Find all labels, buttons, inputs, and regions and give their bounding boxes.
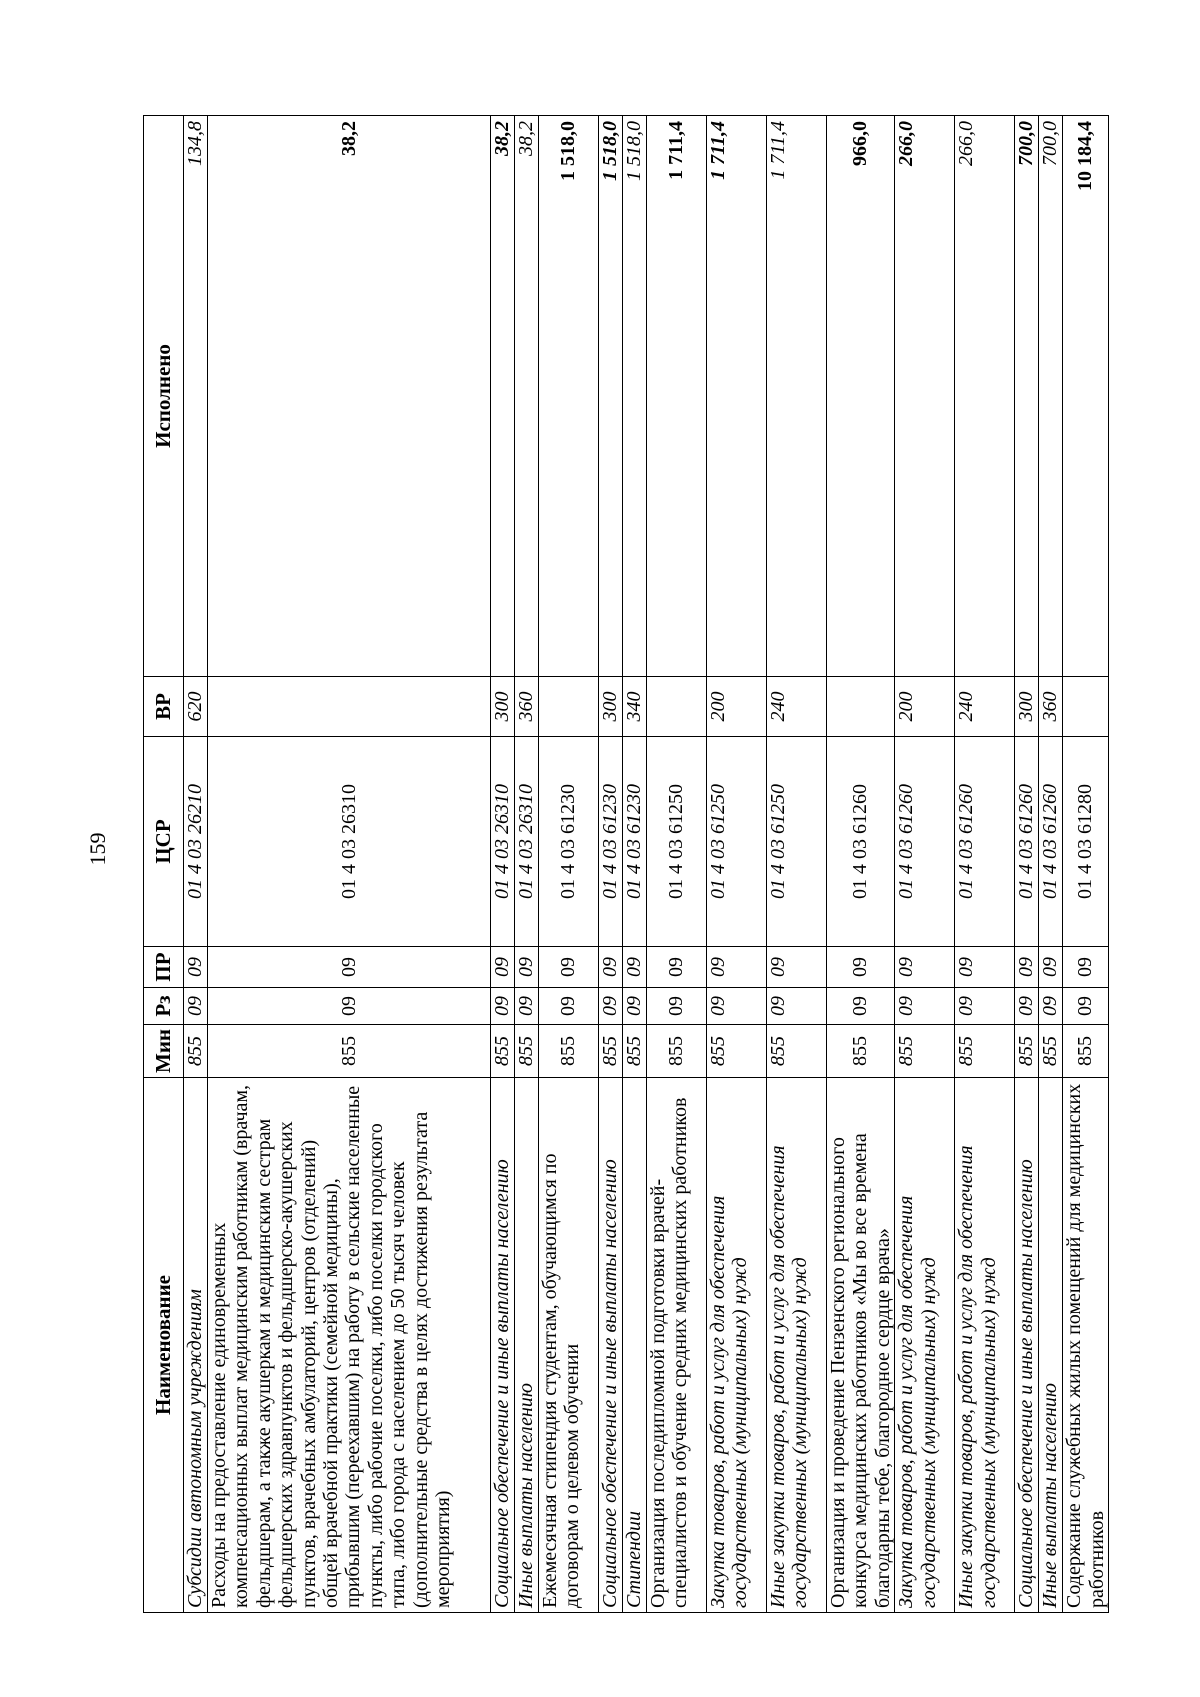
header-csr: ЦСР [144,737,184,947]
cell-vr: 300 [1015,677,1039,737]
cell-pr: 09 [707,947,767,988]
cell-rz: 09 [895,988,955,1025]
table-header-row [144,116,184,1613]
cell-isp: 700,0 [1015,116,1039,677]
cell-vr: 620 [184,677,208,737]
cell-vr: 360 [515,677,539,737]
cell-name: Социальное обеспечение и иные выплаты населению [599,1078,623,1613]
cell-name: Закупка товаров, работ и услуг для обеспечения государственных (муниципальных) нужд [707,1078,767,1613]
header-pr: ПР [144,947,184,988]
cell-isp: 1 711,4 [707,116,767,677]
cell-csr: 01 4 03 61280 [1063,737,1109,947]
cell-rz: 09 [208,988,491,1025]
cell-pr: 09 [491,947,515,988]
cell-rz: 09 [599,988,623,1025]
cell-min: 855 [707,1025,767,1078]
cell-name: Иные закупки товаров, работ и услуг для обеспечения государственных (муниципальных) нужд [767,1078,827,1613]
cell-csr: 01 4 03 26310 [208,737,491,947]
table-row [895,116,955,1613]
cell-pr: 09 [1039,947,1063,988]
page-number: 159 [85,832,110,866]
table-row [1039,116,1063,1613]
cell-rz: 09 [767,988,827,1025]
cell-csr: 01 4 03 61230 [599,737,623,947]
cell-name: Закупка товаров, работ и услуг для обеспечения государственных (муниципальных) нужд [895,1078,955,1613]
cell-min: 855 [623,1025,647,1078]
cell-isp: 266,0 [955,116,1015,677]
cell-csr: 01 4 03 61230 [623,737,647,947]
cell-name: Организация и проведение Пензенского регионального конкурса медицинских работников «Мы во все времена благодарны тебе, благородное сердце врача» [827,1078,895,1613]
cell-isp: 700,0 [1039,116,1063,677]
cell-pr: 09 [1015,947,1039,988]
cell-rz: 09 [515,988,539,1025]
cell-isp: 1 711,4 [647,116,707,677]
cell-min: 855 [1015,1025,1039,1078]
table-row [491,116,515,1613]
cell-min: 855 [515,1025,539,1078]
cell-vr: 200 [895,677,955,737]
cell-csr: 01 4 03 61260 [827,737,895,947]
cell-csr: 01 4 03 61250 [767,737,827,947]
cell-name: Социальное обеспечение и иные выплаты населению [1015,1078,1039,1613]
cell-pr: 09 [767,947,827,988]
cell-min: 855 [184,1025,208,1078]
cell-name: Стипендии [623,1078,647,1613]
cell-vr [208,677,491,737]
cell-name: Иные выплаты населению [1039,1078,1063,1613]
budget-table [143,115,1109,1613]
cell-min: 855 [208,1025,491,1078]
table-row [827,116,895,1613]
cell-rz: 09 [647,988,707,1025]
table-row [1063,116,1109,1613]
cell-csr: 01 4 03 26310 [515,737,539,947]
table-row [599,116,623,1613]
cell-csr: 01 4 03 26210 [184,737,208,947]
header-vr: ВР [144,677,184,737]
cell-rz: 09 [1015,988,1039,1025]
cell-csr: 01 4 03 61230 [539,737,599,947]
cell-pr: 09 [623,947,647,988]
cell-min: 855 [599,1025,623,1078]
cell-pr: 09 [208,947,491,988]
cell-name: Организация последипломной подготовки врачей-специалистов и обучение средних медицинских работников [647,1078,707,1613]
cell-vr [1063,677,1109,737]
cell-vr [539,677,599,737]
cell-isp: 1 518,0 [599,116,623,677]
cell-rz: 09 [184,988,208,1025]
table-row [647,116,707,1613]
cell-csr: 01 4 03 61260 [895,737,955,947]
cell-isp: 1 518,0 [539,116,599,677]
cell-rz: 09 [1039,988,1063,1025]
cell-min: 855 [647,1025,707,1078]
cell-rz: 09 [955,988,1015,1025]
cell-pr: 09 [827,947,895,988]
cell-csr: 01 4 03 61250 [707,737,767,947]
table-row [539,116,599,1613]
cell-isp: 38,2 [208,116,491,677]
cell-pr: 09 [599,947,623,988]
cell-name: Иные закупки товаров, работ и услуг для обеспечения государственных (муниципальных) нужд [955,1078,1015,1613]
cell-name: Социальное обеспечение и иные выплаты населению [491,1078,515,1613]
cell-pr: 09 [1063,947,1109,988]
cell-isp: 38,2 [491,116,515,677]
cell-isp: 966,0 [827,116,895,677]
cell-isp: 266,0 [895,116,955,677]
cell-isp: 38,2 [515,116,539,677]
cell-min: 855 [955,1025,1015,1078]
cell-csr: 01 4 03 61260 [955,737,1015,947]
header-name: Наименование [144,1078,184,1613]
cell-rz: 09 [491,988,515,1025]
cell-min: 855 [827,1025,895,1078]
cell-min: 855 [767,1025,827,1078]
cell-name: Субсидии автономным учреждениям [184,1078,208,1613]
cell-vr: 200 [707,677,767,737]
cell-name: Иные выплаты населению [515,1078,539,1613]
cell-vr [647,677,707,737]
header-min: Мин [144,1025,184,1078]
cell-name: Содержание служебных жилых помещений для медицинских работников [1063,1078,1109,1613]
cell-rz: 09 [707,988,767,1025]
cell-pr: 09 [647,947,707,988]
cell-pr: 09 [184,947,208,988]
cell-csr: 01 4 03 61260 [1015,737,1039,947]
cell-rz: 09 [1063,988,1109,1025]
cell-vr [827,677,895,737]
cell-isp: 1 518,0 [623,116,647,677]
cell-min: 855 [895,1025,955,1078]
table-row [707,116,767,1613]
cell-vr: 300 [599,677,623,737]
cell-vr: 360 [1039,677,1063,737]
cell-min: 855 [1063,1025,1109,1078]
table-row [515,116,539,1613]
cell-vr: 340 [623,677,647,737]
cell-name: Ежемесячная стипендия студентам, обучающимся по договорам о целевом обучении [539,1078,599,1613]
cell-vr: 300 [491,677,515,737]
table-row [184,116,208,1613]
cell-pr: 09 [955,947,1015,988]
cell-name: Расходы на предоставление единовременных компенсационных выплат медицинским работникам (врачам, фельдшерам, а также акушеркам и медицинским сестрам фельдшерских здравпунктов и фельдшерско-акушерских пунктов, врачебных амбулаторий, центров (отделений) общей врачебной практики (семейной медицины), прибывшим (переехавшим) на работу в сельские населенные пункты, либо рабочие поселки, либо поселки городского типа, либо города с населением до 50 тысяч человек (дополнительные средства в целях достижения результата мероприятия) [208,1078,491,1613]
cell-pr: 09 [895,947,955,988]
cell-min: 855 [539,1025,599,1078]
cell-isp: 10 184,4 [1063,116,1109,677]
cell-vr: 240 [955,677,1015,737]
table-row [955,116,1015,1613]
table-row [623,116,647,1613]
header-isp: Исполнено [144,116,184,677]
cell-csr: 01 4 03 26310 [491,737,515,947]
budget-table-rotated [143,116,1108,1613]
table-row [208,116,491,1613]
cell-vr: 240 [767,677,827,737]
cell-rz: 09 [827,988,895,1025]
cell-min: 855 [491,1025,515,1078]
cell-csr: 01 4 03 61250 [647,737,707,947]
cell-pr: 09 [539,947,599,988]
cell-csr: 01 4 03 61260 [1039,737,1063,947]
header-rz: Рз [144,988,184,1025]
cell-rz: 09 [623,988,647,1025]
table-row [767,116,827,1613]
cell-isp: 134,8 [184,116,208,677]
table-row [1015,116,1039,1613]
cell-rz: 09 [539,988,599,1025]
cell-min: 855 [1039,1025,1063,1078]
cell-pr: 09 [515,947,539,988]
cell-isp: 1 711,4 [767,116,827,677]
